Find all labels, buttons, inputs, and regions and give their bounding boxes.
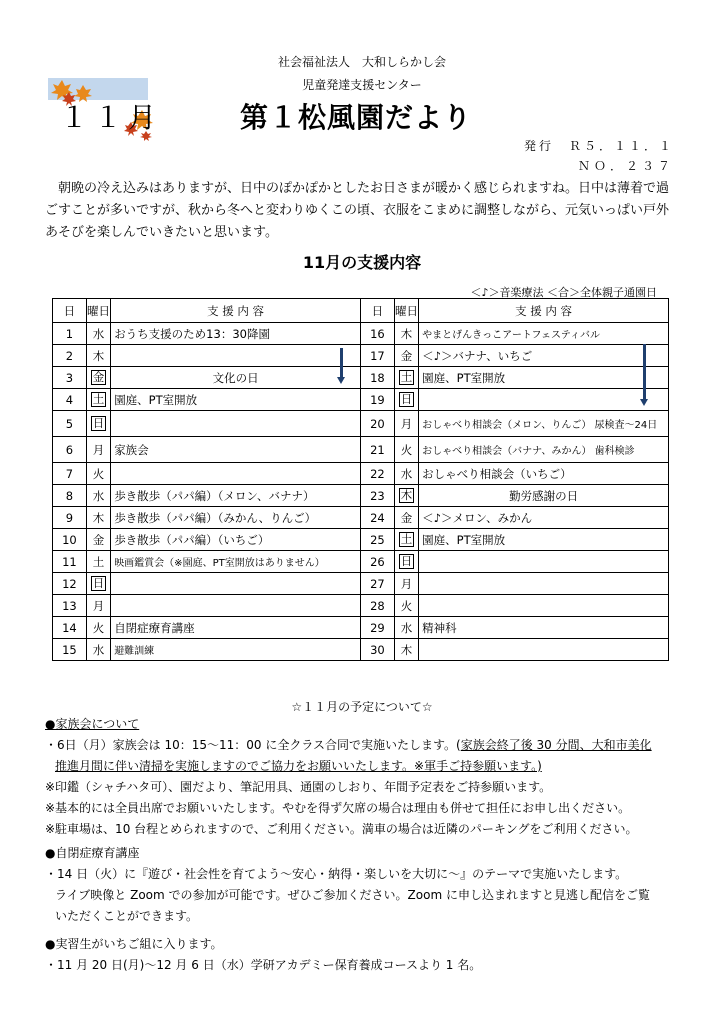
weekday-label: 月 (92, 442, 105, 457)
weekday-cell (86, 323, 110, 345)
newsletter-title: 第１松風園だより (240, 101, 473, 134)
table-row (53, 529, 669, 551)
family-line-1 (45, 735, 685, 756)
month-label: １１月 (60, 101, 163, 134)
header-day: 日 (53, 299, 87, 323)
day-cell: 11 (53, 551, 87, 573)
content-cell (111, 595, 361, 617)
intro-paragraph: 朝晩の冷え込みはありますが、日中のぽかぽかとしたお日さまが暖かく感じられますね。日中は薄着で過ごすことが多いですが、秋から冬へと変わりゆくこの頃、衣服をこまめに調整しながら、元気いっぱい戸外あそびを楽しんでいきたいと思います。 (45, 181, 670, 240)
table-row (53, 485, 669, 507)
weekday-cell (86, 617, 110, 639)
weekday-cell (86, 437, 110, 463)
day-cell: 21 (360, 437, 394, 463)
autism-line-1: ・14 日（火）に『遊び・社会性を育てよう～安心・納得・楽しいを大切に～』のテーマで実施いたします。 (45, 867, 628, 881)
content-cell: 園庭、PT室開放 (111, 389, 361, 411)
weekday-label: 木 (400, 488, 413, 502)
day-cell: 1 (53, 323, 87, 345)
content-cell: やまとげんきっこアートフェスティバル (419, 323, 669, 345)
weekday-cell (86, 507, 110, 529)
weekday-cell (394, 389, 418, 411)
content-cell (419, 551, 669, 573)
weekday-cell (394, 595, 418, 617)
weekday-label: 水 (92, 642, 105, 657)
content-cell (419, 573, 669, 595)
day-cell: 14 (53, 617, 87, 639)
day-cell: 27 (360, 573, 394, 595)
header-weekday: 曜日 (86, 299, 110, 323)
content-cell: 歩き散歩（パパ編）（いちご） (111, 529, 361, 551)
weekday-label: 金 (400, 348, 413, 363)
day-cell: 28 (360, 595, 394, 617)
weekday-label: 日 (92, 416, 105, 430)
weekday-cell (86, 551, 110, 573)
weekday-cell (394, 529, 418, 551)
content-cell (111, 345, 361, 367)
day-cell: 12 (53, 573, 87, 595)
weekday-cell (86, 367, 110, 389)
center-name: 児童発達支援センター (302, 78, 422, 92)
autism-heading: ●自閉症療育講座 (45, 846, 140, 860)
content-cell: ＜♪＞メロン、みかん (419, 507, 669, 529)
content-cell: おしゃべり相談会（メロン、りんご） 尿検査～24日 (419, 411, 669, 437)
weekday-label: 水 (92, 488, 105, 503)
header-content: 支 援 内 容 (419, 299, 669, 323)
day-cell: 13 (53, 595, 87, 617)
family-note-3: ※駐車場は、10 台程とめられますので、ご利用ください。満車の場合は近隣のパーキングをご利用ください。 (45, 822, 638, 836)
weekday-label: 月 (400, 416, 413, 431)
table-header-row (53, 299, 669, 323)
weekday-cell (394, 617, 418, 639)
table-row (53, 617, 669, 639)
table-row (53, 411, 669, 437)
table-row (53, 507, 669, 529)
content-cell (419, 639, 669, 661)
content-cell: 歩き散歩（パパ編）（みかん、りんご） (111, 507, 361, 529)
autism-line-2: ライブ映像と Zoom での参加が可能です。ぜひご参加ください。Zoom に申し込まれますと見逃し配信をご覧 (55, 888, 650, 902)
schedule-body (53, 323, 669, 661)
family-note-2: ※基本的には全員出席でお願いいたします。やむを得ず欠席の場合は理由も併せて担任にお申し出ください。 (45, 801, 631, 815)
weekday-cell (394, 463, 418, 485)
weekday-cell (394, 437, 418, 463)
schedule-title: 11月の支援内容 (302, 253, 422, 272)
content-cell: おうち支援のため13：30降園 (111, 323, 361, 345)
content-cell (419, 595, 669, 617)
content-cell: おしゃべり相談会（バナナ、みかん） 歯科検診 (419, 437, 669, 463)
table-row (53, 437, 669, 463)
arrow-down-icon (340, 348, 343, 378)
family-line-1b: 家族会終了後 30 分間、大和市美化 (460, 738, 652, 752)
table-row (53, 463, 669, 485)
content-cell: 避難訓練 (111, 639, 361, 661)
weekday-cell (394, 485, 418, 507)
weekday-label: 木 (92, 348, 105, 363)
weekday-cell (86, 529, 110, 551)
arrow-down-icon (643, 344, 646, 400)
family-line-1a: ・6日（月）家族会は 10：15～11：00 に全クラス合同で実施いたします。( (45, 738, 461, 752)
content-cell: おしゃべり相談会（いちご） (419, 463, 669, 485)
weekday-cell (86, 639, 110, 661)
weekday-cell (86, 389, 110, 411)
day-cell: 4 (53, 389, 87, 411)
day-cell: 18 (360, 367, 394, 389)
family-note-1: ※印鑑（シャチハタ可）、園だより、筆記用具、通園のしおり、年間予定表をご持参願います。 (45, 780, 552, 794)
day-cell: 30 (360, 639, 394, 661)
content-cell: 映画鑑賞会（※園庭、PT室開放はありません） (111, 551, 361, 573)
content-cell: 園庭、PT室開放 (419, 367, 669, 389)
weekday-label: 日 (92, 576, 105, 590)
day-cell: 2 (53, 345, 87, 367)
weekday-label: 金 (92, 532, 105, 547)
family-line-2: 推進月間に伴い清掃を実施しますのでご協力をお願いいたします。※軍手ご持参願います。) (55, 759, 542, 773)
weekday-label: 月 (400, 576, 413, 591)
family-heading: ●家族会について (45, 717, 140, 731)
issue-date: 発行 Ｒ５．１１．１ (523, 139, 674, 153)
weekday-label: 日 (400, 392, 413, 406)
weekday-label: 水 (400, 620, 413, 635)
day-cell: 23 (360, 485, 394, 507)
day-cell: 3 (53, 367, 87, 389)
weekday-label: 日 (400, 554, 413, 568)
table-row (53, 345, 669, 367)
day-cell: 19 (360, 389, 394, 411)
weekday-label: 火 (92, 620, 105, 635)
table-row (53, 573, 669, 595)
content-cell: 歩き散歩（パパ編）（メロン、バナナ） (111, 485, 361, 507)
day-cell: 16 (360, 323, 394, 345)
weekday-label: 木 (400, 326, 413, 341)
weekday-cell (394, 345, 418, 367)
content-cell (111, 463, 361, 485)
day-cell: 5 (53, 411, 87, 437)
header-weekday: 曜日 (394, 299, 418, 323)
day-cell: 22 (360, 463, 394, 485)
header-content: 支 援 内 容 (111, 299, 361, 323)
issue-number: ＮＯ．２３７ (577, 159, 674, 173)
content-cell: ＜♪＞バナナ、いちご (419, 345, 669, 367)
weekday-cell (394, 639, 418, 661)
table-row (53, 323, 669, 345)
table-row (53, 389, 669, 411)
weekday-cell (394, 367, 418, 389)
trainee-section (45, 934, 685, 976)
trainee-heading: ●実習生がいちご組に入ります。 (45, 937, 223, 951)
content-cell: 精神科 (419, 617, 669, 639)
organization-name: 社会福祉法人 大和しらかし会 (277, 55, 446, 69)
table-row (53, 551, 669, 573)
table-row (53, 639, 669, 661)
trainee-line-1: ・11 月 20 日(月)～12 月 6 日（水）学研アカデミー保育養成コースより 1 名。 (45, 958, 482, 972)
content-cell: 文化の日 (111, 367, 361, 389)
weekday-label: 土 (400, 532, 413, 546)
table-row (53, 595, 669, 617)
weekday-cell (86, 573, 110, 595)
weekday-label: 土 (92, 392, 105, 406)
day-cell: 26 (360, 551, 394, 573)
weekday-label: 土 (92, 554, 105, 569)
content-cell: 園庭、PT室開放 (419, 529, 669, 551)
autism-section (45, 843, 685, 927)
weekday-label: 土 (400, 370, 413, 384)
content-cell: 自閉症療育講座 (111, 617, 361, 639)
weekday-label: 火 (400, 442, 413, 457)
content-cell (111, 411, 361, 437)
day-cell: 25 (360, 529, 394, 551)
schedule-legend: ＜♪＞音楽療法 ＜合＞全体親子通園日 (470, 286, 657, 299)
weekday-cell (394, 323, 418, 345)
family-section (45, 714, 685, 840)
content-cell (419, 389, 669, 411)
weekday-label: 水 (400, 466, 413, 481)
day-cell: 24 (360, 507, 394, 529)
day-cell: 29 (360, 617, 394, 639)
weekday-cell (86, 411, 110, 437)
content-cell: 勤労感謝の日 (419, 485, 669, 507)
weekday-cell (86, 595, 110, 617)
day-cell: 8 (53, 485, 87, 507)
day-cell: 7 (53, 463, 87, 485)
schedule-note: ☆１１月の予定について☆ (291, 700, 433, 714)
weekday-cell (86, 485, 110, 507)
weekday-cell (394, 411, 418, 437)
table-row (53, 367, 669, 389)
weekday-label: 木 (92, 510, 105, 525)
weekday-cell (86, 345, 110, 367)
weekday-label: 水 (92, 326, 105, 341)
header-day: 日 (360, 299, 394, 323)
weekday-cell (394, 551, 418, 573)
content-cell: 家族会 (111, 437, 361, 463)
weekday-label: 木 (400, 642, 413, 657)
day-cell: 20 (360, 411, 394, 437)
weekday-label: 火 (92, 466, 105, 481)
weekday-cell (394, 507, 418, 529)
autism-line-3: いただくことができます。 (55, 909, 199, 923)
day-cell: 6 (53, 437, 87, 463)
day-cell: 10 (53, 529, 87, 551)
schedule-table (52, 298, 669, 661)
day-cell: 15 (53, 639, 87, 661)
weekday-cell (394, 573, 418, 595)
day-cell: 17 (360, 345, 394, 367)
weekday-cell (86, 463, 110, 485)
weekday-label: 月 (92, 598, 105, 613)
weekday-label: 金 (400, 510, 413, 525)
content-cell (111, 573, 361, 595)
day-cell: 9 (53, 507, 87, 529)
weekday-label: 火 (400, 598, 413, 613)
weekday-label: 金 (92, 370, 105, 384)
